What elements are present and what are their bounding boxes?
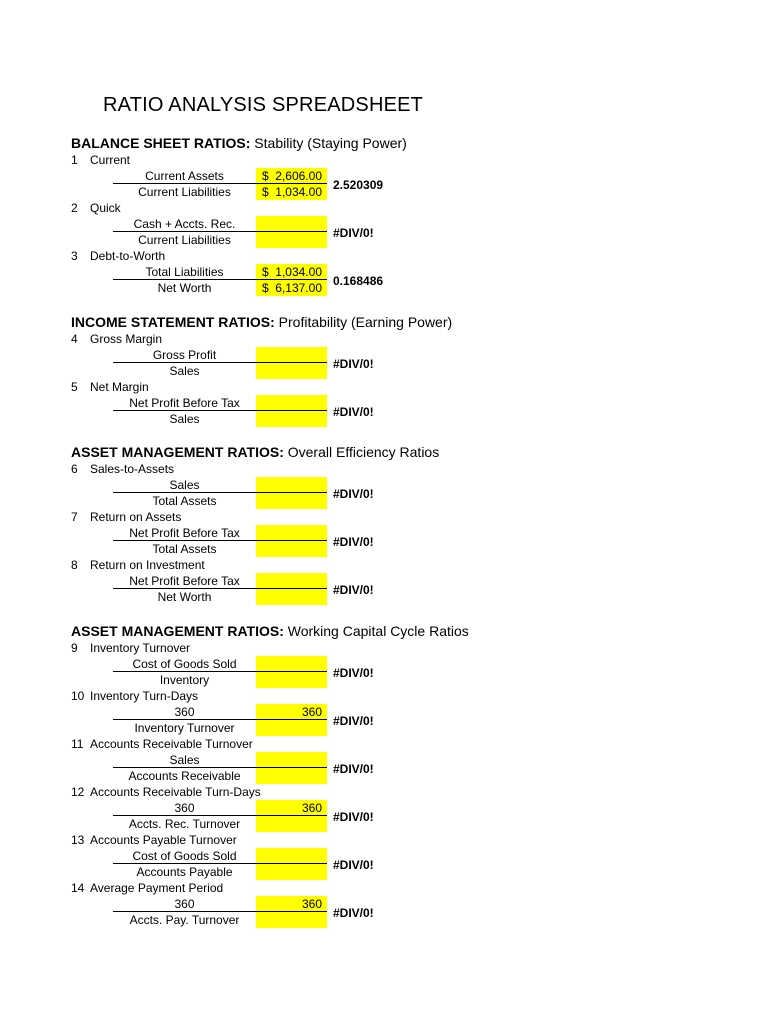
fraction-line	[113, 588, 327, 589]
numerator-input-cell[interactable]	[256, 347, 327, 363]
page-title: RATIO ANALYSIS SPREADSHEET	[103, 94, 424, 116]
currency-symbol: $	[262, 265, 269, 279]
numerator-input-cell[interactable]	[256, 704, 327, 720]
numerator-input-cell[interactable]	[256, 477, 327, 493]
denominator-input-cell[interactable]	[256, 411, 327, 427]
ratio-name: Return on Investment	[90, 558, 205, 572]
ratio-title	[71, 641, 190, 655]
denominator-input-cell[interactable]	[256, 672, 327, 688]
denominator-label: Total Assets	[152, 542, 217, 556]
ratio-name: Inventory Turnover	[90, 641, 191, 655]
fraction-line	[113, 863, 327, 864]
ratio-number: 5	[71, 380, 78, 394]
ratio-result: #DIV/0!	[333, 357, 374, 371]
section-header-working-capital: ASSET MANAGEMENT RATIOS: Working Capital Cycle Ratios	[71, 623, 469, 639]
fraction-line	[113, 410, 327, 411]
ratio-number: 13	[71, 833, 85, 847]
ratio-result: #DIV/0!	[333, 714, 374, 728]
denominator-label: Inventory	[159, 673, 210, 687]
currency-symbol: $	[262, 169, 269, 183]
fraction-line	[113, 911, 327, 912]
ratio-result: #DIV/0!	[333, 583, 374, 597]
ratio-number: 9	[71, 641, 78, 655]
ratio-name: Accounts Payable Turnover	[90, 833, 237, 847]
ratio-result: #DIV/0!	[333, 666, 374, 680]
ratio-result: #DIV/0!	[333, 858, 374, 872]
denominator-label: Accounts Receivable	[128, 769, 241, 783]
ratio-result: #DIV/0!	[333, 405, 374, 419]
section-header-income-statement: INCOME STATEMENT RATIOS: Profitability (Earning Power)	[71, 314, 453, 330]
denominator-label: Sales	[169, 412, 200, 426]
ratio-result: 2.520309	[333, 178, 384, 192]
fraction-line	[113, 767, 327, 768]
ratio-name: Average Payment Period	[90, 881, 224, 895]
ratio-name: Accounts Receivable Turn-Days	[90, 785, 261, 799]
numerator-input-cell[interactable]	[256, 848, 327, 864]
ratio-name: Sales-to-Assets	[90, 462, 175, 476]
numerator-label: Total Liabilities	[145, 265, 224, 279]
numerator-input-cell[interactable]	[256, 525, 327, 541]
denominator-label: Net Worth	[157, 281, 212, 295]
numerator-input-cell[interactable]	[256, 395, 327, 411]
ratio-title	[71, 201, 121, 215]
ratio-name: Inventory Turn-Days	[90, 689, 199, 703]
section-header-balance-sheet: BALANCE SHEET RATIOS: Stability (Staying Power)	[71, 135, 407, 151]
fraction-line	[113, 279, 327, 280]
cell-value: 1,034.00	[275, 185, 322, 199]
numerator-label: Net Profit Before Tax	[129, 574, 240, 588]
ratio-number: 14	[71, 881, 85, 895]
ratio-number: 8	[71, 558, 78, 572]
fraction-line	[113, 719, 327, 720]
denominator-input-cell[interactable]	[256, 363, 327, 379]
cell-value: 1,034.00	[275, 265, 322, 279]
numerator-input-cell[interactable]	[256, 800, 327, 816]
denominator-input-cell[interactable]	[256, 232, 327, 248]
numerator-label: Net Profit Before Tax	[129, 526, 240, 540]
numerator-input-cell[interactable]	[256, 896, 327, 912]
cell-value: 360	[301, 801, 322, 815]
numerator-label: 360	[174, 705, 195, 719]
ratio-title	[71, 153, 130, 167]
ratio-number: 1	[71, 153, 78, 167]
fraction-line	[113, 231, 327, 232]
ratio-result: #DIV/0!	[333, 487, 374, 501]
ratio-result: #DIV/0!	[333, 906, 374, 920]
ratio-number: 4	[71, 332, 78, 346]
numerator-input-cell[interactable]	[256, 573, 327, 589]
ratio-result: #DIV/0!	[333, 762, 374, 776]
ratio-title	[71, 332, 162, 346]
fraction-line	[113, 540, 327, 541]
ratio-title	[71, 249, 165, 263]
denominator-input-cell[interactable]	[256, 768, 327, 784]
denominator-label: Accts. Pay. Turnover	[129, 913, 240, 927]
ratio-number: 10	[71, 689, 85, 703]
numerator-input-cell[interactable]	[256, 752, 327, 768]
numerator-input-cell[interactable]	[256, 216, 327, 232]
numerator-label: Net Profit Before Tax	[129, 396, 240, 410]
denominator-input-cell[interactable]	[256, 912, 327, 928]
currency-symbol: $	[262, 185, 269, 199]
ratio-result: #DIV/0!	[333, 226, 374, 240]
denominator-input-cell[interactable]	[256, 589, 327, 605]
numerator-label: Cash + Accts. Rec.	[133, 217, 236, 231]
ratio-title	[71, 881, 223, 895]
cell-value: 6,137.00	[275, 281, 322, 295]
section-header-overall-efficiency: ASSET MANAGEMENT RATIOS: Overall Efficiency Ratios	[71, 444, 440, 460]
ratio-number: 11	[71, 737, 84, 751]
ratio-title	[71, 462, 174, 476]
numerator-label: Cost of Goods Sold	[132, 849, 237, 863]
ratio-result: #DIV/0!	[333, 810, 374, 824]
fraction-line	[113, 815, 327, 816]
cell-value: 2,606.00	[275, 169, 322, 183]
denominator-label: Net Worth	[157, 590, 212, 604]
ratio-number: 3	[71, 249, 78, 263]
denominator-label: Total Assets	[152, 494, 217, 508]
numerator-label: Sales	[169, 478, 200, 492]
denominator-input-cell[interactable]	[256, 816, 327, 832]
fraction-line	[113, 362, 327, 363]
numerator-label: Sales	[169, 753, 200, 767]
ratio-number: 6	[71, 462, 78, 476]
ratio-number: 7	[71, 510, 78, 524]
numerator-label: Gross Profit	[152, 348, 217, 362]
fraction-line	[113, 183, 327, 184]
ratio-result: 0.168486	[333, 274, 384, 288]
denominator-label: Inventory Turnover	[134, 721, 235, 735]
ratio-name: Accounts Receivable Turnover	[90, 737, 253, 751]
ratio-name: Debt-to-Worth	[90, 249, 166, 263]
numerator-label: 360	[174, 897, 195, 911]
ratio-title	[71, 737, 253, 751]
denominator-label: Sales	[169, 364, 200, 378]
ratio-name: Gross Margin	[90, 332, 163, 346]
ratio-title	[71, 833, 237, 847]
ratio-title	[71, 689, 198, 703]
denominator-input-cell[interactable]	[256, 280, 327, 296]
numerator-input-cell[interactable]	[256, 168, 327, 184]
numerator-label: Cost of Goods Sold	[132, 657, 237, 671]
fraction-line	[113, 492, 327, 493]
denominator-input-cell[interactable]	[256, 184, 327, 200]
numerator-label: Current Assets	[145, 169, 224, 183]
denominator-input-cell[interactable]	[256, 541, 327, 557]
denominator-label: Accts. Rec. Turnover	[128, 817, 241, 831]
numerator-input-cell[interactable]	[256, 264, 327, 280]
denominator-input-cell[interactable]	[256, 493, 327, 509]
denominator-label: Current Liabilities	[138, 185, 231, 199]
currency-symbol: $	[262, 281, 269, 295]
ratio-number: 2	[71, 201, 78, 215]
ratio-name: Current	[90, 153, 131, 167]
ratio-title	[71, 558, 205, 572]
denominator-label: Current Liabilities	[138, 233, 231, 247]
ratio-title	[71, 785, 261, 799]
ratio-number: 12	[71, 785, 85, 799]
cell-value: 360	[301, 897, 322, 911]
numerator-label: 360	[174, 801, 195, 815]
ratio-name: Net Margin	[90, 380, 149, 394]
denominator-input-cell[interactable]	[256, 864, 327, 880]
ratio-result: #DIV/0!	[333, 535, 374, 549]
denominator-input-cell[interactable]	[256, 720, 327, 736]
cell-value: 360	[301, 705, 322, 719]
fraction-line	[113, 671, 327, 672]
ratio-name: Quick	[90, 201, 121, 215]
ratio-title	[71, 510, 181, 524]
ratio-name: Return on Assets	[90, 510, 182, 524]
numerator-input-cell[interactable]	[256, 656, 327, 672]
ratio-title	[71, 380, 149, 394]
denominator-label: Accounts Payable	[136, 865, 233, 879]
